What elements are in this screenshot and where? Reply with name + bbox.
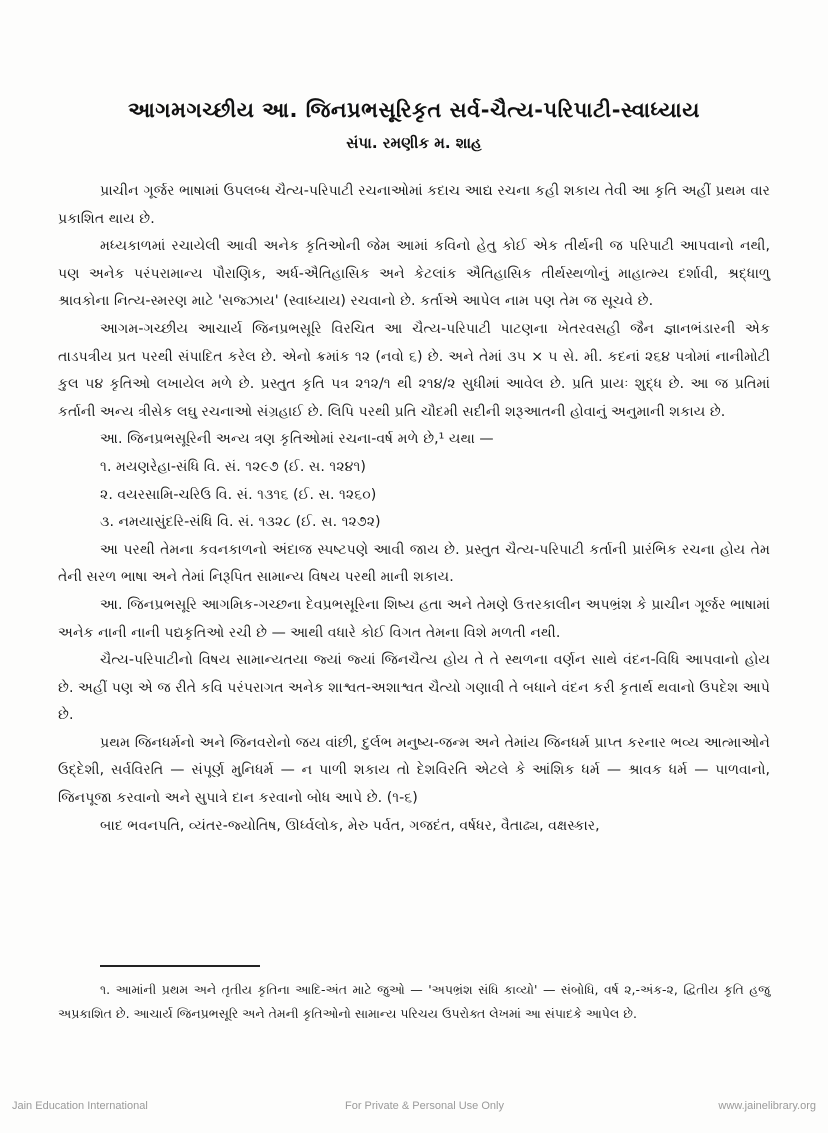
footnote-text: ૧. આમાંની પ્રથમ અને તૃતીય કૃતિના આદિ-અંત માટે જુઓ — 'અપભ્રંશ સંધિ કાવ્યો' — સંબોધિ, વર્ષ ૨,-અંક-૨, દ્વિતીય કૃતિ હજુ અપ્રકાશિત છે. આચાર્ય જિનપ્રભસૂરિ અને તેમની કૃતિઓનો સામાન્ય પરિચય ઉપરોક્ત લેખમાં આ સંપાદકે આપેલ છે. — [58, 982, 770, 1021]
paragraph: પ્રથમ જિનધર્મનો અને જિનવરોનો જય વાંછી, દુર્લભ મનુષ્ય-જન્મ અને તેમાંય જિનધર્મ પ્રાપ્ત કરનાર ભવ્ય આત્માઓને ઉદ્દેશી, સર્વવિરતિ — સંપૂર્ણ મુનિધર્મ — ન પાળી શકાય તો દેશવિરતિ એટલે કે આંશિક ધર્મ — શ્રાવક ધર્મ — પાળવાનો, જિનપૂજા કરવાનો અને સુપાત્રે દાન કરવાનો બોધ આપે છે. (૧-૬) — [58, 734, 770, 807]
article-title: આગમગચ્છીય આ. જિનપ્રભસૂરિકૃત સર્વ-ચૈત્ય-પરિપાટી-સ્વાધ્યાય — [128, 98, 700, 122]
works-list-item: ૧. મયણરેહા-સંધિ વિ. સં. ૧૨૯૭ (ઈ. સ. ૧૨૪૧) — [100, 458, 366, 475]
works-list-item: ૩. નમયાસુંદરિ-સંધિ વિ. સં. ૧૩૨૮ (ઈ. સ. ૧૨૭૨) — [100, 514, 381, 531]
paragraph: આગમ-ગચ્છીય આચાર્ય જિનપ્રભસૂરિ વિરચિત આ ચૈત્ય-પરિપાટી પાટણના ખેતરવસહી જૈન જ્ઞાનભંડારની એક તાડપત્રીય પ્રત પરથી સંપાદિત કરેલ છે. એનો ક્રમાંક ૧૨ (નવો ૬) છે. અને તેમાં ૩૫ × ૫ સે. મી. કદનાં ૨૬૪ પત્રોમાં નાનીમોટી કુલ ૫૪ કૃતિઓ લખાયેલ મળે છે. પ્રસ્તુત કૃતિ પત્ર ૨૧૨/૧ થી ૨૧૪/૨ સુધીમાં આવેલ છે. પ્રતિ પ્રાયઃ શુદ્ધ છે. આ જ પ્રતિમાં કર્તાની અન્ય ત્રીસેક લઘુ રચનાઓ સંગ્રહાઈ છે. લિપિ પરથી પ્રતિ ચૌદમી સદીની શરૂઆતની હોવાનું અનુમાની શકાય છે. — [58, 320, 770, 420]
paragraph: મધ્યકાળમાં રચાયેલી આવી અનેક કૃતિઓની જેમ આમાં કવિનો હેતુ કોઈ એક તીર્થની જ પરિપાટી આપવાનો નથી, પણ અનેક પરંપરામાન્ય પૌરાણિક, અર્ધ-ઐતિહાસિક અને કેટલાંક ઐતિહાસિક તીર્થસ્થળોનું માહાત્મ્ય દર્શાવી, શ્રદ્ધાળુ શ્રાવકોના નિત્ય-સ્મરણ માટે 'સજ્ઝાય' (સ્વાધ્યાય) રચવાનો છે. કર્તાએ આપેલ નામ પણ તેમ જ સૂચવે છે. — [58, 238, 770, 310]
works-list-item: ૨. વયરસામિ-ચરિઉ વિ. સં. ૧૩૧૬ (ઈ. સ. ૧૨૬૦) — [100, 486, 377, 503]
footer-usage-note: For Private & Personal Use Only — [345, 1100, 504, 1112]
article-byline: સંપા. રમણીક મ. શાહ — [346, 134, 482, 152]
paragraph: આ. જિનપ્રભસૂરિ આગમિક-ગચ્છના દેવપ્રભસૂરિના શિષ્ય હતા અને તેમણે ઉત્તરકાલીન અપભ્રંશ કે પ્રાચીન ગૂર્જર ભાષામાં અનેક નાની નાની પદ્યકૃતિઓ રચી છે — આથી વધારે કોઈ વિગત તેમના વિશે મળતી નથી. — [58, 596, 770, 641]
footer-publisher: Jain Education International — [12, 1100, 148, 1112]
paragraph: પ્રાચીન ગૂર્જર ભાષામાં ઉપલબ્ધ ચૈત્ય-પરિપાટી રચનાઓમાં કદાચ આદ્ય રચના કહી શકાય તેવી આ કૃતિ અહીં પ્રથમ વાર પ્રકાશિત થાય છે. — [58, 183, 770, 227]
paragraph: આ પરથી તેમના કવનકાળનો અંદાજ સ્પષ્ટપણે આવી જાય છે. પ્રસ્તુત ચૈત્ય-પરિપાટી કર્તાની પ્રારંભિક રચના હોય તેમ તેની સરળ ભાષા અને તેમાં નિરૂપિત સામાન્ય વિષય પરથી માની શકાય. — [58, 541, 770, 586]
footnote-divider — [100, 965, 260, 967]
footnote — [58, 978, 770, 1026]
footer-website-link[interactable]: www.jainelibrary.org — [718, 1100, 816, 1112]
paragraph: આ. જિનપ્રભસૂરિની અન્ય ત્રણ કૃતિઓમાં રચના-વર્ષ મળે છે,¹ યથા — — [100, 431, 494, 448]
paragraph: ચૈત્ય-પરિપાટીનો વિષય સામાન્યતયા જ્યાં જ્યાં જિનચૈત્ય હોય તે તે સ્થળના વર્ણન સાથે વંદન-વિધિ આપવાનો હોય છે. અહીં પણ એ જ રીતે કવિ પરંપરાગત અનેક શાશ્વત-અશાશ્વત ચૈત્યો ગણાવી તે બધાને વંદન કરી કૃતાર્થ થવાનો ઉપદેશ આપે છે. — [58, 652, 770, 724]
article-body — [58, 178, 770, 840]
paragraph: બાદ ભવનપતિ, વ્યંતર-જ્યોતિષ, ઊર્ધ્વલોક, મેરુ પર્વત, ગજદંત, વર્ષધર, વૈતાઢ્ય, વક્ષસ્કાર, — [100, 817, 600, 834]
